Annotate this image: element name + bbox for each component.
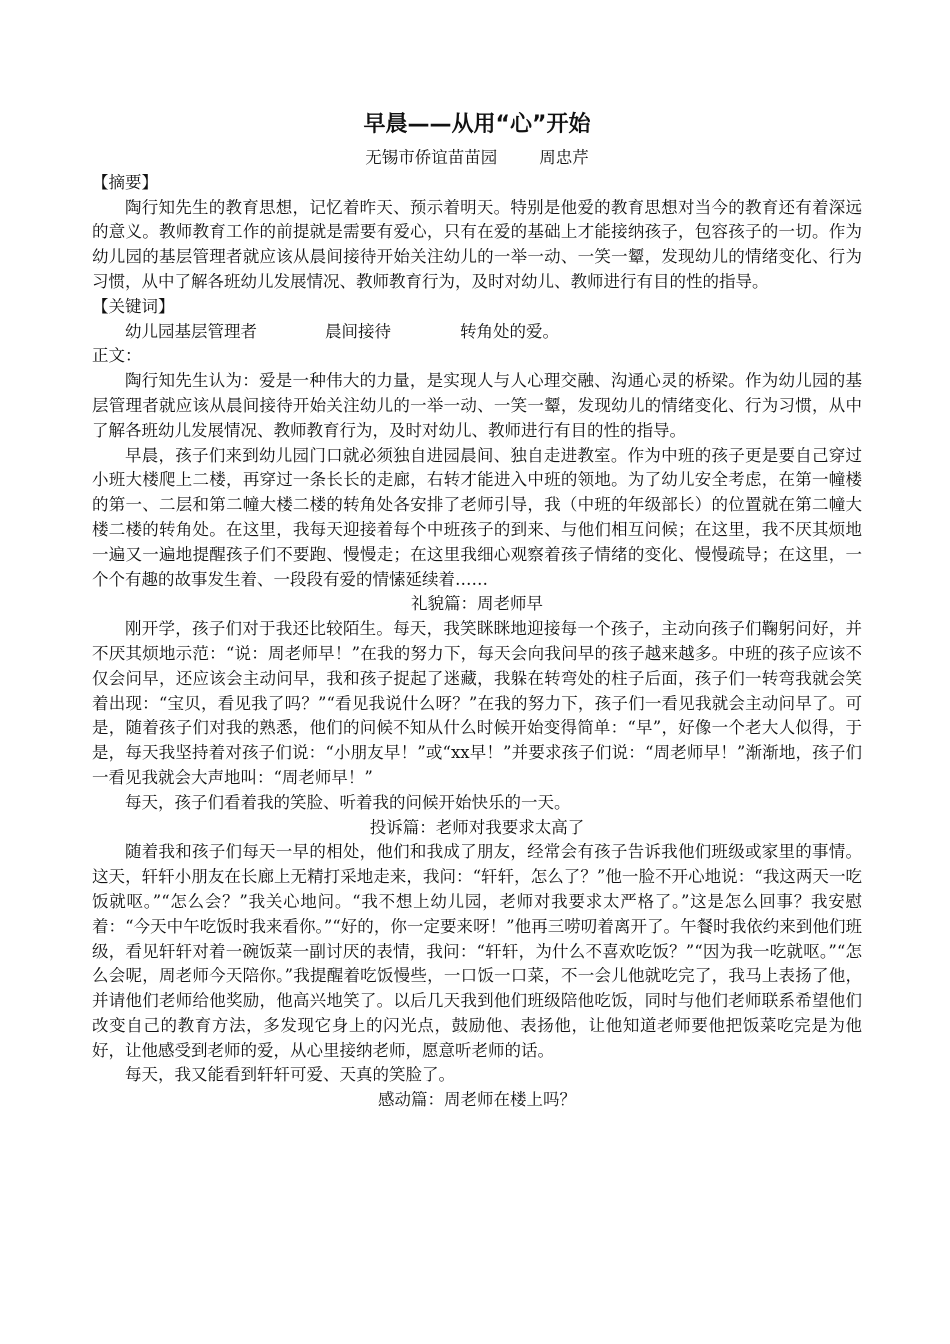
body-paragraph: 每天，孩子们看着我的笑脸、听着我的问候开始快乐的一天。 [125, 792, 571, 812]
keyword: 幼儿园基层管理者 [125, 321, 257, 341]
section-heading-touching: 感动篇：周老师在楼上吗？ [378, 1090, 576, 1110]
document-title: 早晨——从用“心”开始 [363, 112, 591, 137]
keyword: 晨间接待 [325, 321, 391, 341]
body-label: 正文： [92, 346, 142, 366]
abstract-label: 【摘要】 [92, 172, 158, 192]
body-paragraph: 刚开学，孩子们对于我还比较陌生。每天，我笑眯眯地迎接每一个孩子，主动向孩子们鞠躬问好，并不厌其烦地示范：“说：周老师早！”在我的努力下，每天会向我问早的孩子越来越多。中班的孩子应该不仅会问早，还应该会主动问早，我和孩子捉起了迷藏，我躲在转弯处的柱子后面，孩子们一转弯我就会笑着出现：“宝贝，看见我了吗？”“看见我说什么呀？”在我的努力下，孩子们一看见我就会主动问早了。可是，随着孩子们对我的熟悉，他们的问候不知从什么时候开始变得简单：“早”，好像一个老大人似得，于是，每天我坚持着对孩子们说：“小朋友早！”或“xx早！”并要求孩子们说：“周老师早！”渐渐地，孩子们一看见我就会大声地叫：“周老师早！” [92, 619, 862, 787]
body-paragraph: 每天，我又能看到轩轩可爱、天真的笑脸了。 [125, 1065, 455, 1085]
byline [92, 146, 862, 171]
body-paragraph: 陶行知先生认为：爱是一种伟大的力量，是实现人与人心理交融、沟通心灵的桥梁。作为幼儿园的基层管理者就应该从晨间接待开始关注幼儿的一举一动、一笑一颦，发现幼儿的情绪变化、行为习惯，从中了解各班幼儿发展情况、教师教育行为，及时对幼儿、教师进行有目的性的指导。 [92, 371, 862, 440]
document-page [92, 110, 862, 1113]
keyword: 转角处的爱。 [460, 321, 559, 341]
author: 周忠芹 [539, 148, 589, 167]
keywords-label: 【关键词】 [92, 296, 175, 316]
body-paragraph: 随着我和孩子们每天一早的相处，他们和我成了朋友，经常会有孩子告诉我他们班级或家里的事情。这天，轩轩小朋友在长廊上无精打采地走来，我问：“轩轩，怎么了？”他一脸不开心地说：“我这两天一吃饭就呕。”“怎么会？”我关心地问。“我不想上幼儿园，老师对我要求太严格了。”这是怎么回事？我安慰着：“今天中午吃饭时我来看你。”“好的，你一定要来呀！”他再三唠叨着离开了。午餐时我依约来到他们班级，看见轩轩对着一碗饭菜一副讨厌的表情，我问：“轩轩，为什么不喜欢吃饭？”“因为我一吃就呕。”“怎么会呢，周老师今天陪你。”我提醒着吃饭慢些，一口饭一口菜，不一会儿他就吃完了，我马上表扬了他，并请他们老师给他奖励，他高兴地笑了。以后几天我到他们班级陪他吃饭，同时与他们老师联系希望他们改变自己的教育方法，多发现它身上的闪光点，鼓励他、表扬他，让他知道老师要他把饭菜吃完是为他好，让他感受到老师的爱，从心里接纳老师，愿意听老师的话。 [92, 842, 862, 1060]
section-heading-courtesy: 礼貌篇：周老师早 [411, 594, 543, 614]
affiliation: 无锡市侨谊苗苗园 [365, 148, 498, 167]
keywords-list [92, 320, 862, 345]
section-heading-complaint: 投诉篇：老师对我要求太高了 [369, 817, 585, 837]
body-paragraph: 早晨，孩子们来到幼儿园门口就必须独自进园晨间、独自走进教室。作为中班的孩子更是要自己穿过小班大楼爬上二楼，再穿过一条长长的走廊，右转才能进入中班的领地。为了幼儿安全考虑，在第一幢楼的第一、二层和第二幢大楼二楼的转角处各安排了老师引导，我（中班的年级部长）的位置就在第二幢大楼二楼的转角处。在这里，我每天迎接着每个中班孩子的到来、与他们相互问候；在这里，我不厌其烦地一遍又一遍地提醒孩子们不要跑、慢慢走；在这里我细心观察着孩子情绪的变化、慢慢疏导；在这里，一个个有趣的故事发生着、一段段有爱的情愫延续着…… [92, 445, 862, 589]
abstract-text: 陶行知先生的教育思想，记忆着昨天、预示着明天。特别是他爱的教育思想对当今的教育还有着深远的意义。教师教育工作的前提就是需要有爱心，只有在爱的基础上才能接纳孩子，包容孩子的一切。作为幼儿园的基层管理者就应该从晨间接待开始关注幼儿的一举一动、一笑一颦，发现幼儿的情绪变化、行为习惯，从中了解各班幼儿发展情况、教师教育行为，及时对幼儿、教师进行有目的性的指导。 [92, 197, 862, 291]
